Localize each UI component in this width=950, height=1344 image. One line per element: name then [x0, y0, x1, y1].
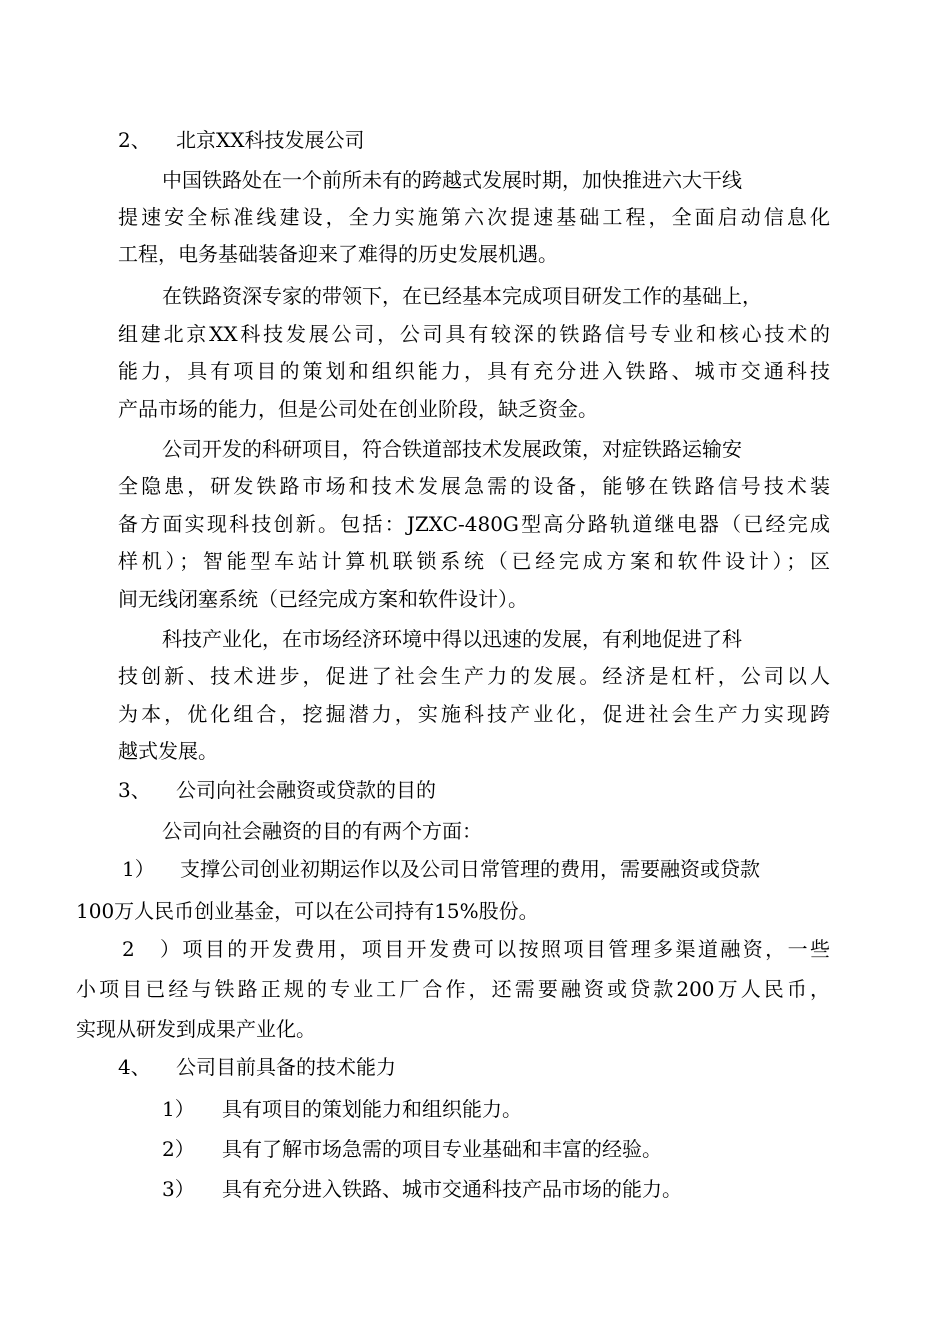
section-3-number: 3、	[118, 778, 151, 802]
s3-item2-line3: 实现从研发到成果产业化。	[76, 1017, 316, 1041]
s4-item3	[162, 1175, 682, 1203]
para2-line1: 在铁路资深专家的带领下，在已经基本完成项目研发工作的基础上，	[162, 284, 762, 308]
s4-item1-text: 具有项目的策划能力和组织能力。	[222, 1097, 522, 1121]
para4-line3: 为本，优化组合，挖掘潜力，实施科技产业化，促进社会生产力实现跨	[118, 702, 830, 726]
s4-item2-number: 2）	[162, 1137, 195, 1161]
s4-item3-text: 具有充分进入铁路、城市交通科技产品市场的能力。	[222, 1177, 682, 1201]
section-2-number: 2、	[118, 128, 151, 152]
para3-line1: 公司开发的科研项目，符合铁道部技术发展政策，对症铁路运输安	[162, 437, 742, 461]
para3-line2: 全隐患，研发铁路市场和技术发展急需的设备，能够在铁路信号技术装	[118, 474, 830, 498]
s4-item1-number: 1）	[162, 1097, 195, 1121]
section-3-heading	[118, 776, 436, 804]
para2-line4: 产品市场的能力，但是公司处在创业阶段，缺乏资金。	[118, 397, 598, 421]
para2-line3: 能力，具有项目的策划和组织能力，具有充分进入铁路、城市交通科技	[118, 359, 830, 383]
s3-item2-number: 2）	[122, 937, 180, 961]
s4-item2	[162, 1135, 662, 1163]
para4-line1: 科技产业化，在市场经济环境中得以迅速的发展，有利地促进了科	[162, 627, 742, 651]
section-2-heading	[118, 126, 364, 154]
s3-item2-line2: 小项目已经与铁路正规的专业工厂合作，还需要融资或贷款200万人民币，	[76, 977, 830, 1001]
s3-item1-line2: 100万人民币创业基金，可以在公司持有15%股份。	[76, 899, 539, 923]
section-4-title: 公司目前具备的技术能力	[176, 1055, 396, 1079]
section-3-intro: 公司向社会融资的目的有两个方面：	[162, 819, 482, 843]
para1-line1: 中国铁路处在一个前所未有的跨越式发展时期，加快推进六大干线	[162, 168, 742, 192]
para3-line3: 备方面实现科技创新。包括：JZXC-480G型高分路轨道继电器（已经完成	[118, 512, 830, 536]
para4-line4: 越式发展。	[118, 739, 218, 763]
section-4-number: 4、	[118, 1055, 151, 1079]
para3-line5: 间无线闭塞系统（已经完成方案和软件设计）。	[118, 587, 528, 611]
s4-item3-number: 3）	[162, 1177, 195, 1201]
para1-line2: 提速安全标准线建设，全力实施第六次提速基础工程，全面启动信息化	[118, 205, 830, 229]
s3-item1-line1	[122, 855, 760, 883]
s3-item1-number: 1）	[122, 857, 155, 881]
s3-item2-line1	[122, 935, 830, 963]
section-2-title: 北京XX科技发展公司	[176, 128, 365, 152]
para1-line3: 工程，电务基础装备迎来了难得的历史发展机遇。	[118, 242, 558, 266]
para2-line2: 组建北京XX科技发展公司，公司具有较深的铁路信号专业和核心技术的	[118, 322, 830, 346]
para4-line2: 技创新、技术进步，促进了社会生产力的发展。经济是杠杆，公司以人	[118, 664, 830, 688]
para3-line4: 样机）；智能型车站计算机联锁系统（已经完成方案和软件设计）；区	[118, 549, 830, 573]
section-3-title: 公司向社会融资或贷款的目的	[176, 778, 436, 802]
s3-item2-text: 项目的开发费用，项目开发费可以按照项目管理多渠道融资，一些	[180, 937, 830, 961]
s4-item1	[162, 1095, 522, 1123]
s3-item1-text: 支撑公司创业初期运作以及公司日常管理的费用，需要融资或贷款	[180, 857, 760, 881]
s4-item2-text: 具有了解市场急需的项目专业基础和丰富的经验。	[222, 1137, 662, 1161]
section-4-heading	[118, 1053, 396, 1081]
